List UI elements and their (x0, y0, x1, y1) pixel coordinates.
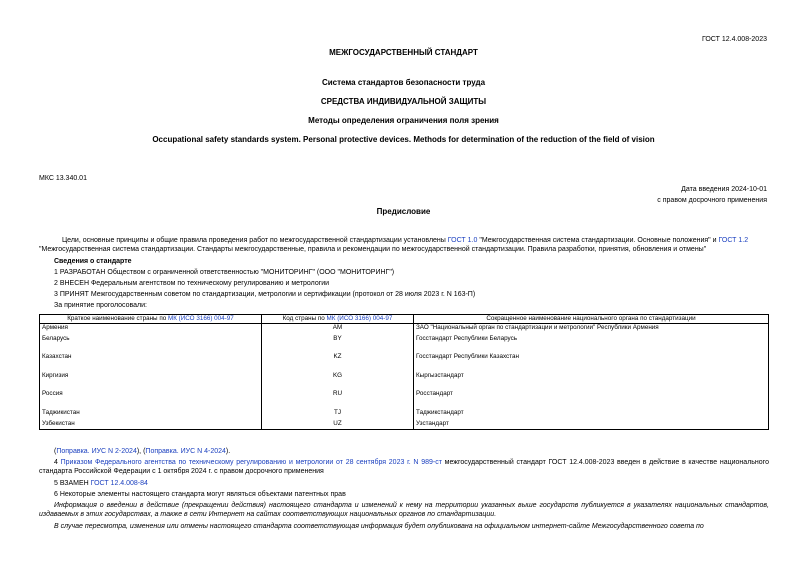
foreword-heading: Предисловие (376, 207, 431, 216)
amendments-line: (Поправка. ИУС N 2-2024), (Поправка. ИУС N 4-2024). (54, 448, 231, 455)
voted-label: За принятие проголосовали: (54, 302, 147, 309)
code-cell: TJ (262, 409, 414, 420)
table-header-country: Краткое наименование страны по МК (ИСО 3166) 004-97 (40, 315, 262, 324)
body-cell: Росстандарт (414, 390, 769, 409)
english-title: Occupational safety standards system. Personal protective devices. Methods for determination of the reduction of the field of vision (152, 135, 655, 144)
body-cell: ЗАО "Национальный орган по стандартизации и метрологии" Республики Армения (414, 324, 769, 335)
early-application-note: с правом досрочного применения (657, 197, 767, 204)
gost-1-0-link[interactable]: ГОСТ 1.0 (447, 237, 478, 244)
info-note: Информация о введении в действие (прекращении действия) настоящего стандарта и изменений к нему на территории указанных выше государств публикуется в указателях национальных стандартов, издаваемых в этих государствах, а также в сети Интернет на сайтах соответствующих национальных органов по стандартизации. (39, 502, 769, 518)
body-cell: Узстандарт (414, 420, 769, 430)
mks-code: МКС 13.340.01 (39, 175, 87, 182)
document-code: ГОСТ 12.4.008-2023 (701, 36, 767, 43)
voting-countries-table (39, 314, 769, 430)
item-1-developed: 1 РАЗРАБОТАН Обществом с ограниченной ответственностью "МОНИТОРИНГ" (ООО "МОНИТОРИНГ") (54, 269, 395, 276)
table-row (40, 390, 769, 409)
item-4-order: 4 Приказом Федерального агентства по техническому регулированию и метрологии от 28 сентября 2023 г. N 989-ст межгосударственный стандарт ГОСТ 12.4.008-2023 введен в действие в качестве национального стандарта Российской Федерации с 1 октября 2024 г. с правом досрочного применения (39, 459, 769, 475)
code-cell: AM (262, 324, 414, 335)
table-row (40, 372, 769, 390)
country-cell: Киргизия (40, 372, 262, 390)
item-5-replaces: 5 ВЗАМЕН ГОСТ 12.4.008-84 (54, 480, 148, 487)
country-cell: Беларусь (40, 335, 262, 353)
country-cell: Таджикистан (40, 409, 262, 420)
table-row (40, 324, 769, 335)
body-cell: Госстандарт Республики Беларусь (414, 335, 769, 353)
rosstandart-order-link[interactable]: Приказом Федерального агентства по техническому регулированию и метрологии от 28 сентября 2023 г. N 989-ст (60, 459, 442, 466)
gost-1-2-link[interactable]: ГОСТ 1.2 (718, 237, 749, 244)
gost-12-4-008-84-link[interactable]: ГОСТ 12.4.008-84 (90, 480, 148, 487)
country-cell: Казахстан (40, 353, 262, 372)
item-6-patents: 6 Некоторые элементы настоящего стандарта могут являться объектами патентных прав (54, 491, 346, 498)
country-cell: Армения (40, 324, 262, 335)
item-3-adopted: 3 ПРИНЯТ Межгосударственным советом по стандартизации, метрологии и сертификации (протокол от 28 июля 2023 г. N 163-П) (54, 291, 476, 298)
amendment-1-link[interactable]: Поправка. ИУС N 2-2024 (56, 448, 137, 455)
standard-system-title: Система стандартов безопасности труда (321, 78, 486, 87)
revision-note: В случае пересмотра, изменения или отмены настоящего стандарта соответствующая информация будет опубликована на официальном интернет-сайте Межгосударственного совета по (54, 523, 704, 530)
standard-info-heading: Сведения о стандарте (54, 258, 132, 265)
code-cell: RU (262, 390, 414, 409)
country-cell: Россия (40, 390, 262, 409)
code-cell: BY (262, 335, 414, 353)
table-header-code: Код страны по МК (ИСО 3166) 004-97 (262, 315, 414, 324)
code-cell: UZ (262, 420, 414, 430)
mk-iso-3166-code-link[interactable]: МК (ИСО 3166) 004-97 (326, 315, 393, 322)
amendment-2-link[interactable]: Поправка. ИУС N 4-2024 (145, 448, 226, 455)
standard-method-title: Методы определения ограничения поля зрения (308, 116, 499, 125)
foreword-paragraph: Цели, основные принципы и общие правила проведения работ по межгосударственной стандартизации установлены ГОСТ 1.0 "Межгосударственная система стандартизации. Основные положения" и ГОСТ 1.2 "Межгосударственная система стандартизации. Стандарты межгосударственные, правила и рекомендации по межгосударственной стандартизации. Правила разработки, принятия, обновления и отмены" (39, 237, 749, 253)
code-cell: KZ (262, 353, 414, 372)
table-row (40, 420, 769, 430)
item-2-introduced: 2 ВНЕСЕН Федеральным агентством по техническому регулированию и метрологии (54, 280, 330, 287)
introduction-date: Дата введения 2024-10-01 (681, 186, 767, 193)
table-row (40, 409, 769, 420)
table-header-body: Сокращенное наименование национального органа по стандартизации (414, 315, 769, 324)
standard-type-title: МЕЖГОСУДАРСТВЕННЫЙ СТАНДАРТ (329, 48, 478, 57)
body-cell: Госстандарт Республики Казахстан (414, 353, 769, 372)
standard-subject-title: СРЕДСТВА ИНДИВИДУАЛЬНОЙ ЗАЩИТЫ (320, 97, 487, 106)
table-row (40, 353, 769, 372)
body-cell: Кыргызстандарт (414, 372, 769, 390)
country-cell: Узбекистан (40, 420, 262, 430)
body-cell: Таджикстандарт (414, 409, 769, 420)
code-cell: KG (262, 372, 414, 390)
mk-iso-3166-link[interactable]: МК (ИСО 3166) 004-97 (167, 315, 234, 322)
table-row (40, 335, 769, 353)
